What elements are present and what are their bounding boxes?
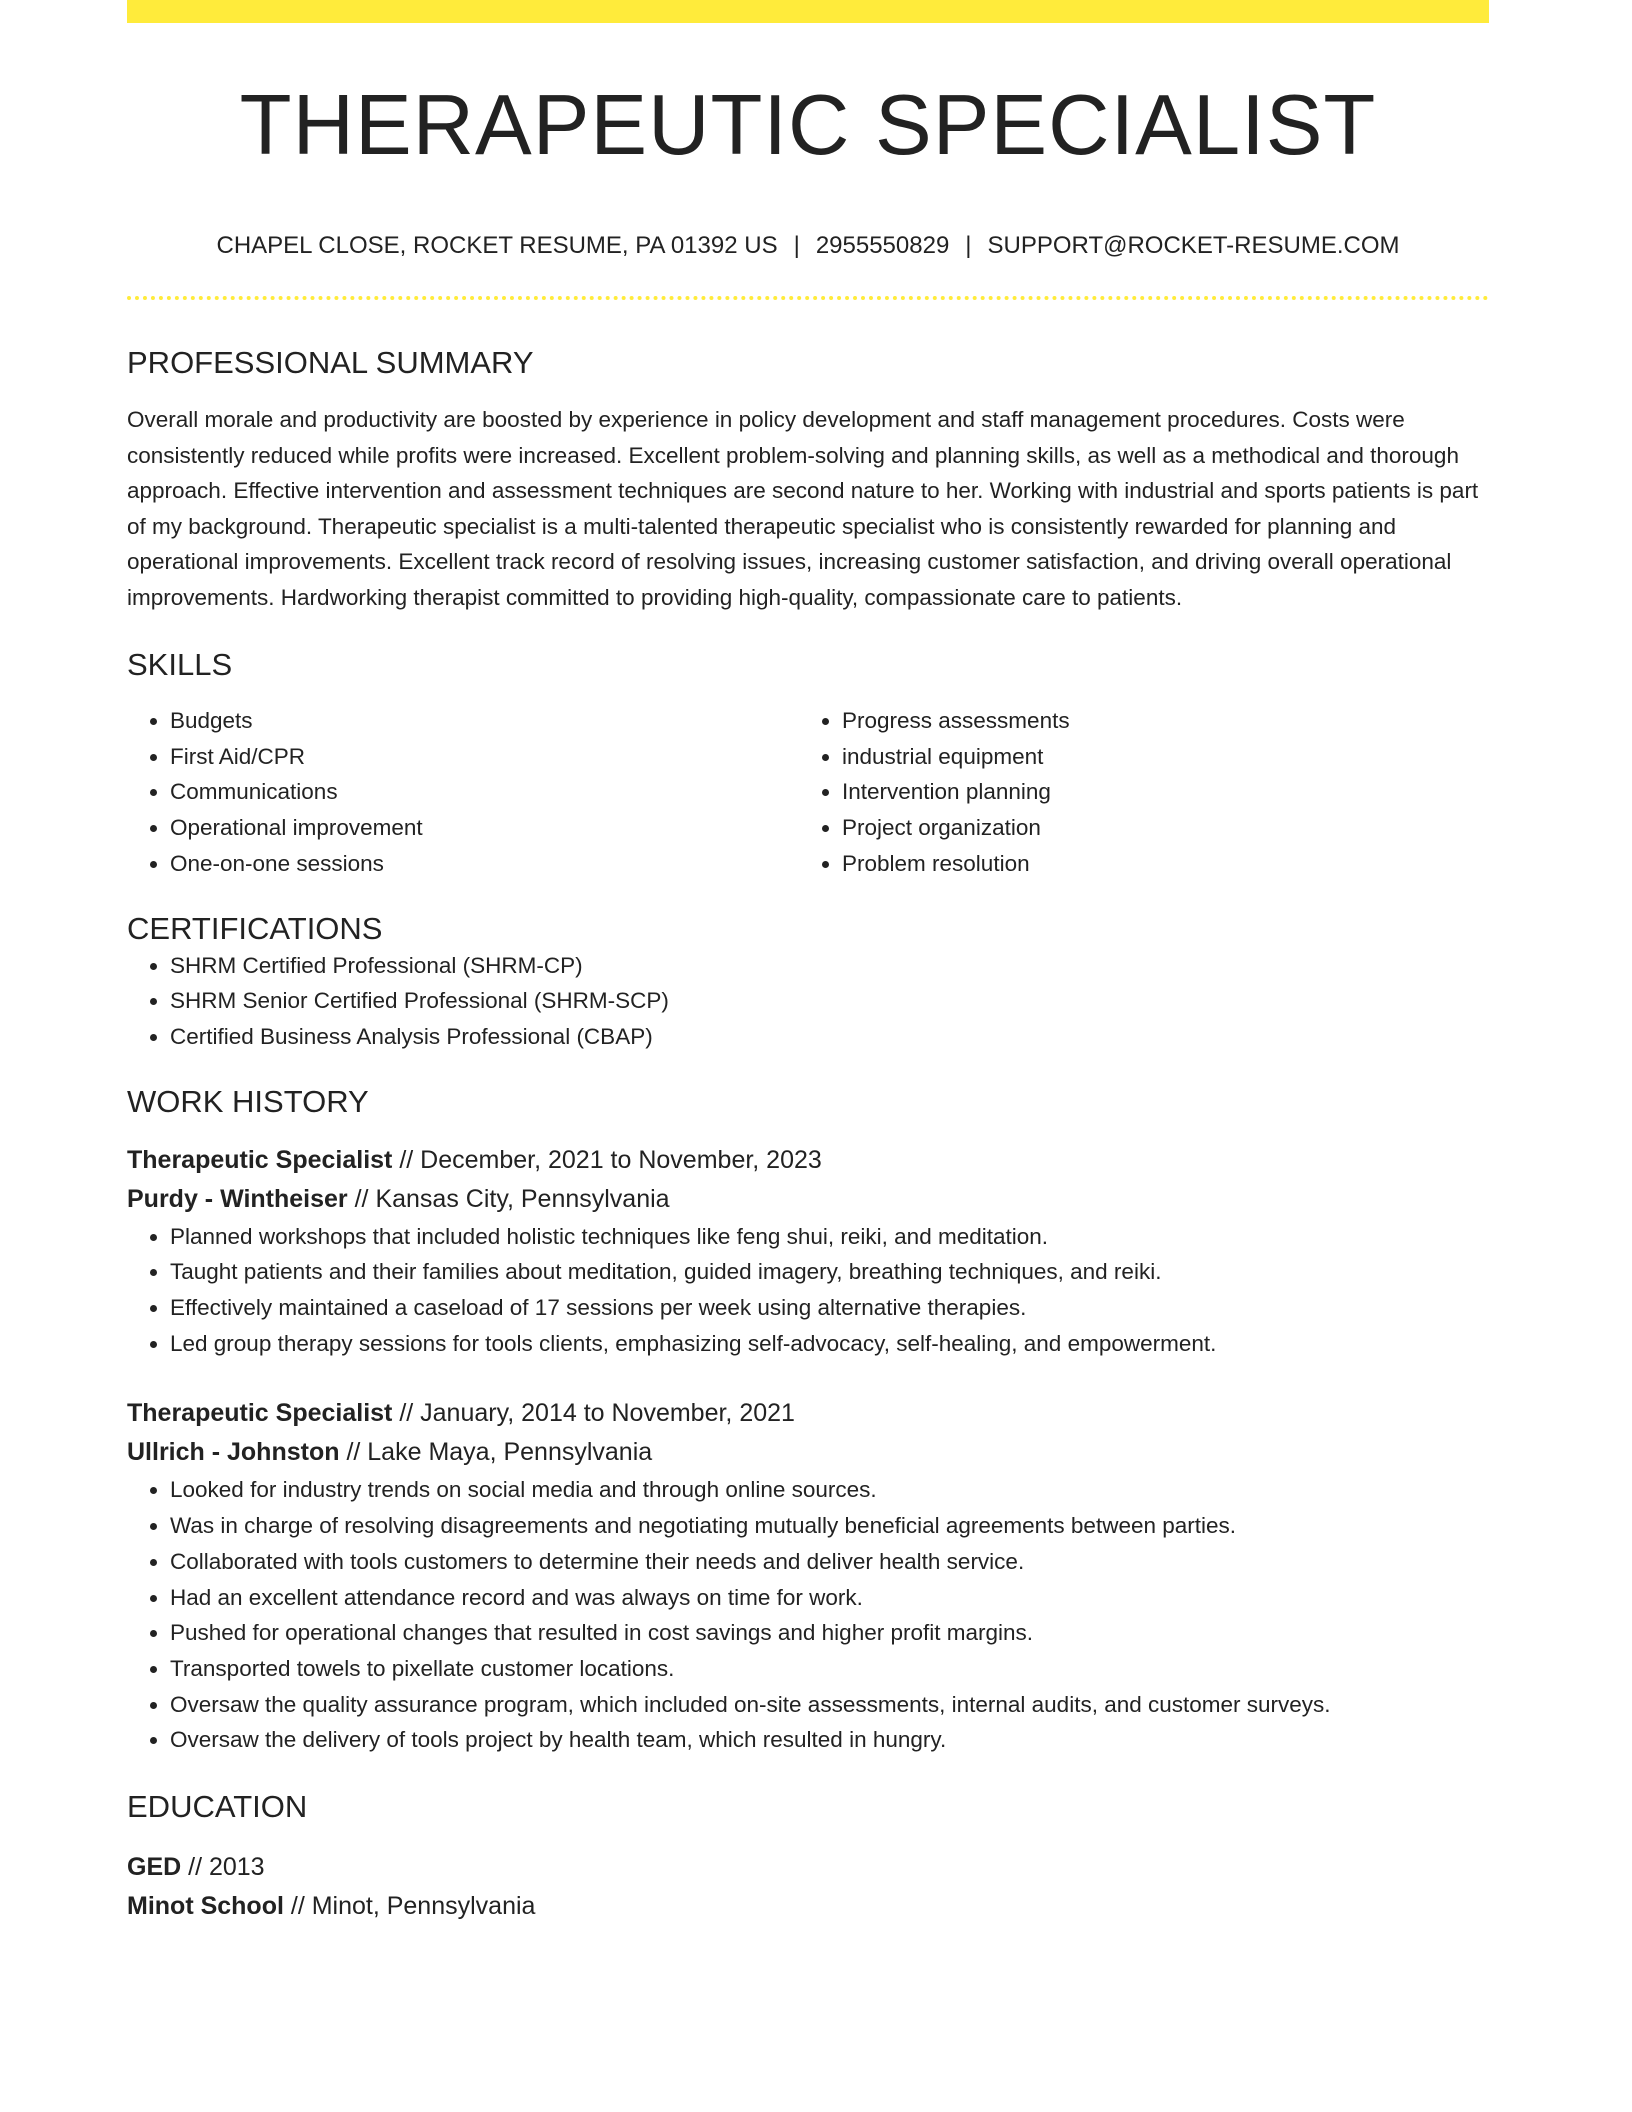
work-history-heading: WORK HISTORY bbox=[127, 1083, 369, 1119]
certification-item: • SHRM Senior Certified Professional (SHRM-SCP) bbox=[170, 983, 1489, 1019]
job-duty: • Led group therapy sessions for tools clients, emphasizing self-advocacy, self-healing, and empowerment. bbox=[170, 1326, 1489, 1362]
education-degree: GED bbox=[127, 1853, 182, 1882]
job-role: Therapeutic Specialist bbox=[127, 1145, 393, 1174]
job-company-line bbox=[127, 1433, 1489, 1472]
summary-text: Overall morale and productivity are boosted by experience in policy development and staff management procedures. Costs were consistently reduced while profits were increased. Excellent problem-solving and planning skills, as well as a methodical and thorough approach. Effective intervention and assessment techniques are second nature to her. Working with industrial and sports patients is part of my background. Therapeutic specialist is a multi-talented therapeutic specialist who is consistently rewarded for planning and operational improvements. Excellent track record of resolving issues, increasing customer satisfaction, and driving overall operational improvements. Hardworking therapist committed to providing high-quality, compassionate care to patients. bbox=[127, 407, 1479, 610]
job-duty: • Was in charge of resolving disagreements and negotiating mutually beneficial agreements between parties. bbox=[170, 1508, 1489, 1544]
job-location: // Lake Maya, Pennsylvania bbox=[339, 1438, 653, 1467]
job-duties-list bbox=[127, 1219, 1489, 1362]
contact-phone: 2955550829 bbox=[815, 232, 950, 259]
resume-page bbox=[127, 0, 1489, 1926]
certification-item: • SHRM Certified Professional (SHRM-CP) bbox=[170, 948, 1489, 984]
skills-list bbox=[127, 703, 1489, 882]
skill-item: • Intervention planning bbox=[842, 774, 1471, 810]
certifications-heading: CERTIFICATIONS bbox=[127, 910, 383, 946]
job-title-line bbox=[127, 1394, 1489, 1433]
contact-address: CHAPEL CLOSE, ROCKET RESUME, PA 01392 US bbox=[216, 232, 778, 259]
skills-heading: SKILLS bbox=[127, 647, 233, 682]
job-duty: • Collaborated with tools customers to determine their needs and deliver health service. bbox=[170, 1544, 1489, 1580]
skill-item: • First Aid/CPR bbox=[170, 739, 799, 775]
job-duty: • Planned workshops that included holistic techniques like feng shui, reiki, and meditation. bbox=[170, 1219, 1489, 1255]
contact-email: SUPPORT@ROCKET-RESUME.COM bbox=[987, 232, 1400, 259]
skill-item: • Communications bbox=[170, 774, 799, 810]
skill-item: • One-on-one sessions bbox=[170, 846, 799, 882]
skills-column-right bbox=[799, 703, 1471, 882]
job-duty: • Effectively maintained a caseload of 17 sessions per week using alternative therapies. bbox=[170, 1290, 1489, 1326]
skill-item: • Problem resolution bbox=[842, 846, 1471, 882]
skill-item: • Budgets bbox=[170, 703, 799, 739]
contact-line bbox=[127, 231, 1489, 261]
contact-separator: | bbox=[965, 232, 972, 259]
contact-separator: | bbox=[793, 232, 800, 259]
summary-heading: PROFESSIONAL SUMMARY bbox=[127, 345, 534, 380]
certification-item: • Certified Business Analysis Professional (CBAP) bbox=[170, 1019, 1489, 1055]
job-duty: • Pushed for operational changes that resulted in cost savings and higher profit margins. bbox=[170, 1615, 1489, 1651]
education-school: Minot School bbox=[127, 1892, 284, 1921]
certifications-list bbox=[127, 948, 1489, 1055]
job-duty: • Had an excellent attendance record and was always on time for work. bbox=[170, 1580, 1489, 1616]
job-duty: • Transported towels to pixellate customer locations. bbox=[170, 1651, 1489, 1687]
job-company: Ullrich - Johnston bbox=[127, 1438, 340, 1467]
job-role: Therapeutic Specialist bbox=[127, 1399, 393, 1428]
skill-item: • Operational improvement bbox=[170, 810, 799, 846]
job-duty: • Looked for industry trends on social media and through online sources. bbox=[170, 1472, 1489, 1508]
dotted-divider bbox=[127, 296, 1489, 300]
skill-item: • Project organization bbox=[842, 810, 1471, 846]
job-duties-list bbox=[127, 1472, 1489, 1758]
job-company: Purdy - Wintheiser bbox=[127, 1184, 348, 1213]
job-duty: • Oversaw the quality assurance program, which included on-site assessments, internal audits, and customer surveys. bbox=[170, 1687, 1489, 1723]
skills-column-left bbox=[127, 703, 799, 882]
job-dates: // January, 2014 to November, 2021 bbox=[392, 1399, 795, 1428]
education-heading: EDUCATION bbox=[127, 1789, 308, 1825]
skill-item: • Progress assessments bbox=[842, 703, 1471, 739]
top-accent-bar bbox=[127, 0, 1489, 23]
job-title-line bbox=[127, 1141, 1489, 1180]
job-dates: // December, 2021 to November, 2023 bbox=[392, 1145, 822, 1174]
skill-item: • industrial equipment bbox=[842, 739, 1471, 775]
education-school-line bbox=[127, 1887, 1489, 1926]
job-duty: • Taught patients and their families about meditation, guided imagery, breathing techniques, and reiki. bbox=[170, 1254, 1489, 1290]
education-location: // Minot, Pennsylvania bbox=[283, 1892, 536, 1921]
job-duty: • Oversaw the delivery of tools project by health team, which resulted in hungry. bbox=[170, 1722, 1489, 1758]
job-location: // Kansas City, Pennsylvania bbox=[347, 1184, 670, 1213]
job-company-line bbox=[127, 1180, 1489, 1219]
education-degree-line bbox=[127, 1848, 1489, 1887]
resume-title: THERAPEUTIC SPECIALIST bbox=[239, 78, 1377, 173]
education-year: // 2013 bbox=[181, 1853, 265, 1882]
